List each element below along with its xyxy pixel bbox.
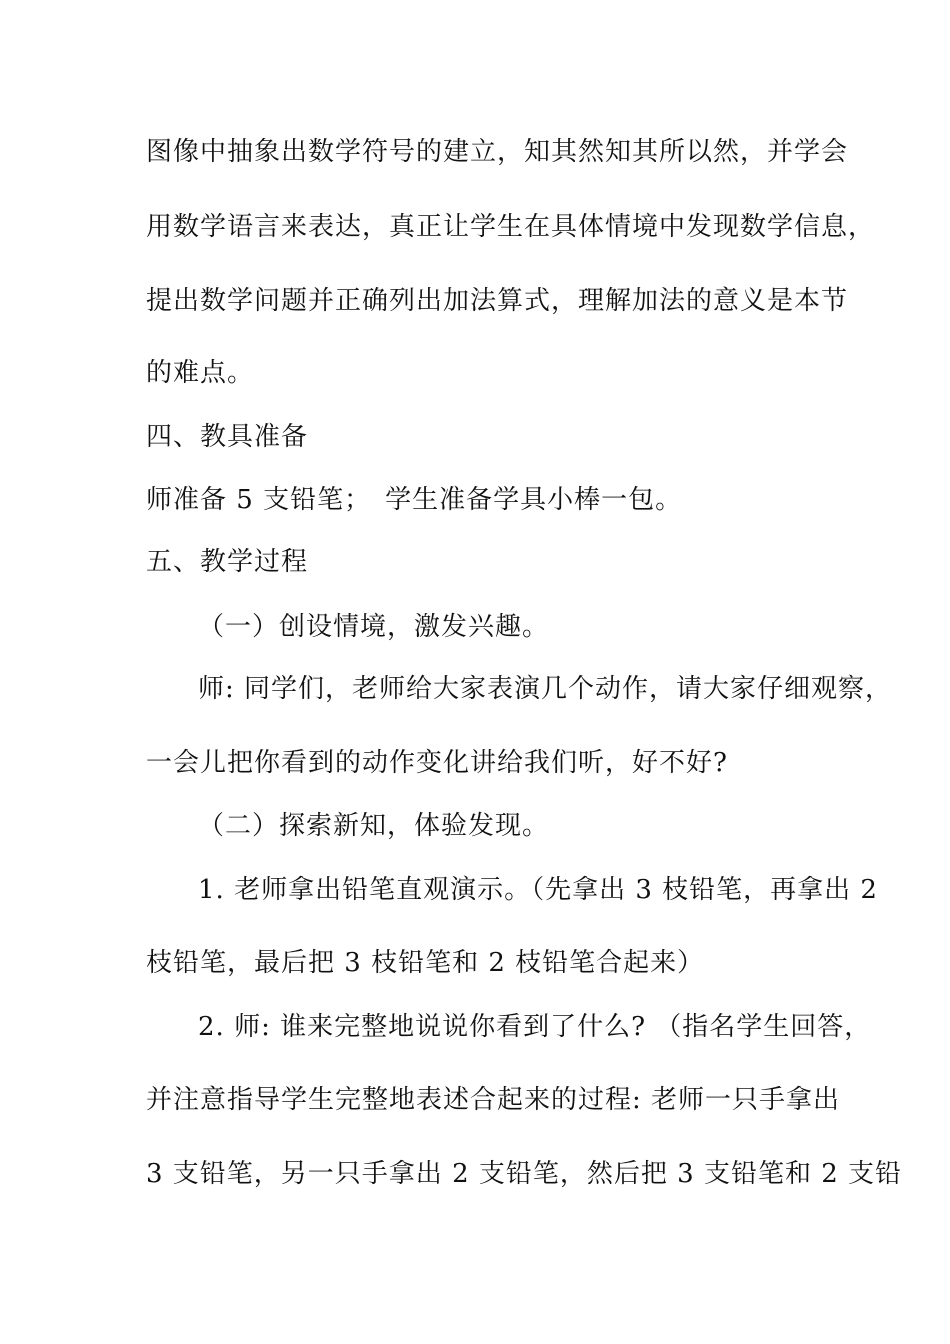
paragraph-line-step1-b: 枝铅笔，最后把 3 枝铅笔和 2 枝铅笔合起来） bbox=[146, 948, 705, 978]
section-heading-teaching-aids: 四、教具准备 bbox=[146, 422, 309, 452]
section-heading-teaching-process: 五、教学过程 bbox=[146, 547, 309, 577]
paragraph-line-1: 图像中抽象出数学符号的建立，知其然知其所以然，并学会 bbox=[146, 137, 849, 167]
paragraph-line-step2-b: 并注意指导学生完整地表述合起来的过程: 老师一只手拿出 bbox=[146, 1085, 841, 1115]
subheading-create-situation: （一）创设情境，激发兴趣。 bbox=[198, 612, 550, 642]
paragraph-line-step2-a: 2. 师: 谁来完整地说说你看到了什么? （指名学生回答， bbox=[198, 1012, 872, 1042]
paragraph-line-aids: 师准备 5 支铅笔； 学生准备学具小棒一包。 bbox=[146, 485, 683, 515]
paragraph-line-4: 的难点。 bbox=[146, 358, 255, 388]
paragraph-line-step1-a: 1. 老师拿出铅笔直观演示。（先拿出 3 枝铅笔，再拿出 2 bbox=[198, 875, 878, 905]
paragraph-line-step2-c: 3 支铅笔，另一只手拿出 2 支铅笔，然后把 3 支铅笔和 2 支铅 bbox=[146, 1159, 903, 1189]
paragraph-line-2: 用数学语言来表达，真正让学生在具体情境中发现数学信息， bbox=[146, 212, 876, 242]
subheading-explore: （二）探索新知，体验发现。 bbox=[198, 811, 550, 841]
paragraph-line-teacher-2: 一会儿把你看到的动作变化讲给我们听，好不好? bbox=[146, 748, 728, 778]
paragraph-line-3: 提出数学问题并正确列出加法算式，理解加法的意义是本节 bbox=[146, 286, 849, 316]
paragraph-line-teacher-1: 师: 同学们，老师给大家表演几个动作，请大家仔细观察， bbox=[198, 674, 893, 704]
